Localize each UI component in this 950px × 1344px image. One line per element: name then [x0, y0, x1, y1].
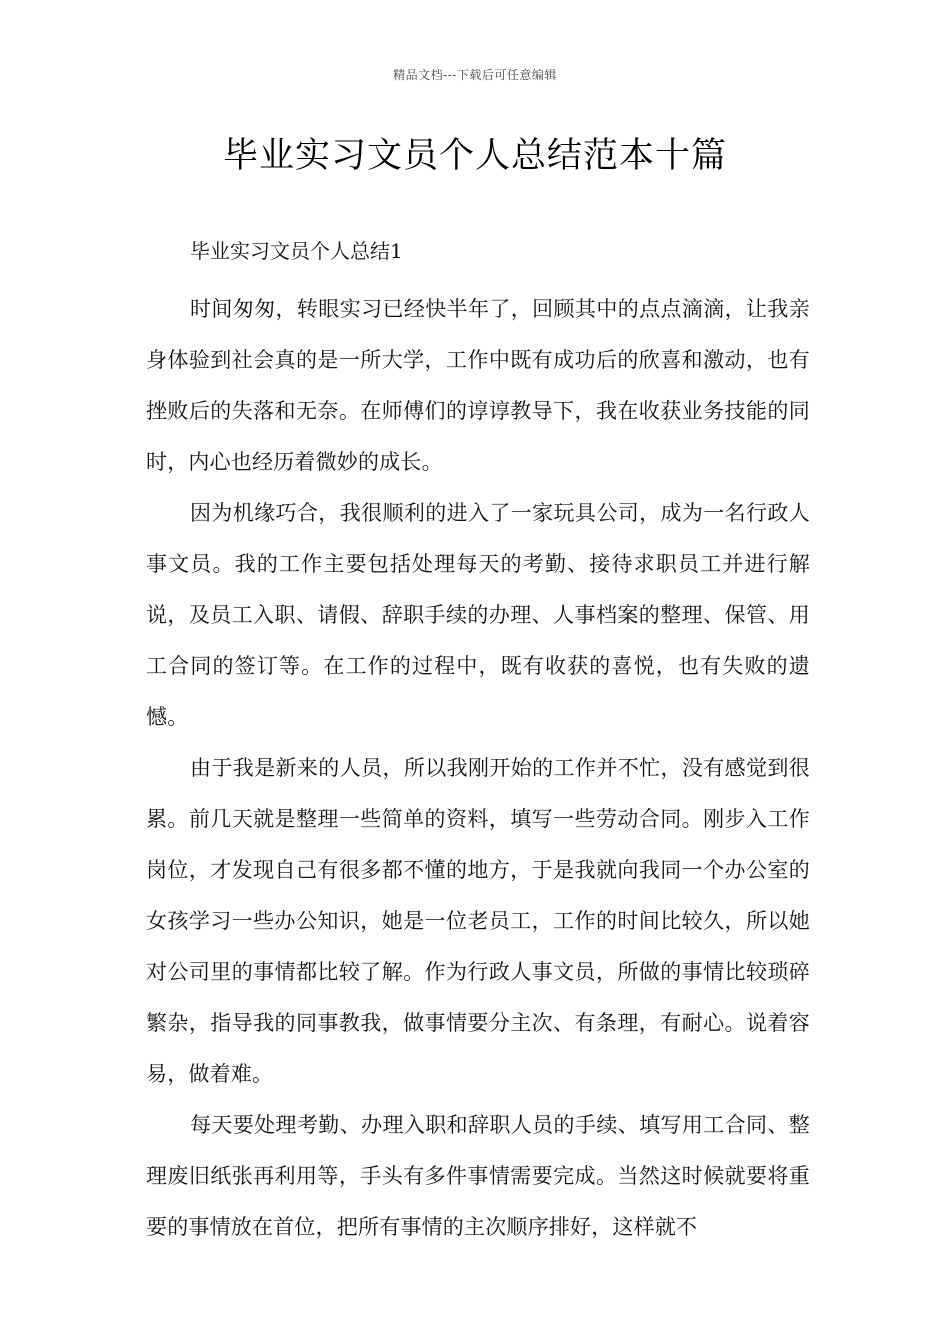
paragraph-4: 每天要处理考勤、办理入职和辞职人员的手续、填写用工合同、整理废旧纸张再利用等，手头有多件事情需要完成。当然这时候就要将重要的事情放在首位，把所有事情的主次顺序排好，这样就不 — [146, 1113, 810, 1239]
paragraph-3: 由于我是新来的人员，所以我刚开始的工作并不忙，没有感觉到很累。前几天就是整理一些简单的资料，填写一些劳动合同。刚步入工作岗位，才发现自己有很多都不懂的地方，于是我就向我同一个办公室的女孩学习一些办公知识，她是一位老员工，工作的时间比较久，所以她对公司里的事情都比较了解。作为行政人事文员，所做的事情比较琐碎繁杂，指导我的同事教我，做事情要分主次、有条理，有耐心。说着容易，做着难。 — [146, 756, 810, 1086]
section-heading: 毕业实习文员个人总结1 — [190, 239, 403, 263]
header-note: 精品文档---下载后可任意编辑 — [393, 68, 557, 82]
document-title: 毕业实习文员个人总结范本十篇 — [222, 136, 727, 176]
body-text — [146, 284, 810, 1253]
paragraph-1: 时间匆匆，转眼实习已经快半年了，回顾其中的点点滴滴，让我亲身体验到社会真的是一所大学，工作中既有成功后的欣喜和激动，也有挫败后的失落和无奈。在师傅们的谆谆教导下，我在收获业务技能的同时，内心也经历着微妙的成长。 — [146, 297, 810, 474]
paragraph-2: 因为机缘巧合，我很顺利的进入了一家玩具公司，成为一名行政人事文员。我的工作主要包括处理每天的考勤、接待求职员工并进行解说，及员工入职、请假、辞职手续的办理、人事档案的整理、保管、用工合同的签订等。在工作的过程中，既有收获的喜悦，也有失败的遗憾。 — [146, 501, 810, 729]
